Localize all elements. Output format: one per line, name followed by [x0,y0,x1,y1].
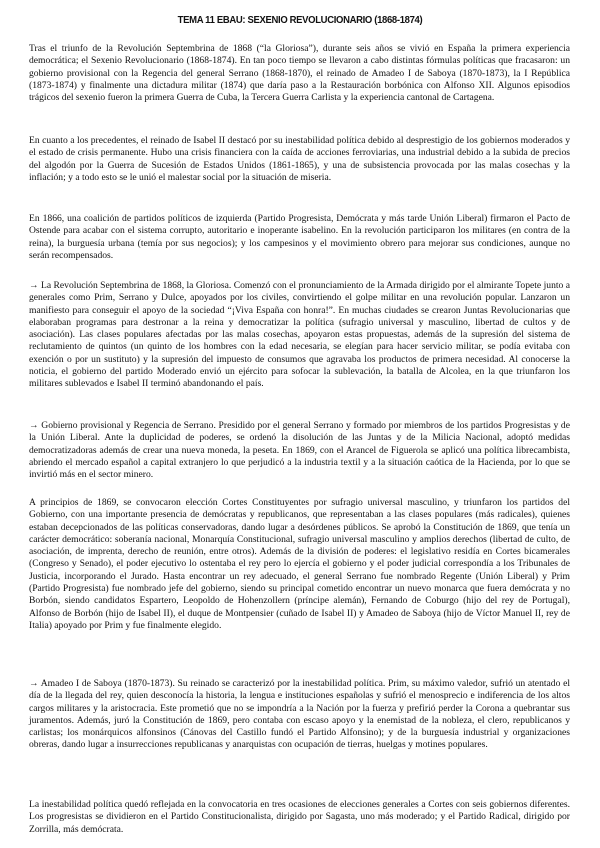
paragraph-revolucion-septembrina: → La Revolución Septembrina de 1868, la Gloriosa. Comenzó con el pronunciamiento de la Armada dirigido por el almirante Topete junto a generales como Prim, Serrano y Dulce, apoyados por los civiles, convirtiendo el golpe militar en una revolución popular. Lanzaron un manifiesto para conseguir el apoyo de la sociedad “¡Viva España con honra!”. En muchas ciudades se crearon Juntas Revolucionarias que elaboraban programas para destronar a la reina y democratizar la política (sufragio universal y masculino, libertad de cultos y de asociación). Las clases populares afectadas por las malas cosechas, apoyaron estas propuestas, además de la supresión del sistema de reclutamiento de quintos (un quinto de los hombres con la edad necesaria, se elegían para hacer servicio militar, se podía evitaba con exención o por un sustituto) y la supresión del impuesto de consumos que agravaba los productos de primera necesidad. Al conocerse la noticia, el gobierno del partido Moderado envió un ejército para sofocar la sublevación, la batalla de Alcolea, en la que triunfaron los militares sublevados e Isabel II terminó abandonando el país. [29,280,570,390]
paragraph-amadeo-saboya: → Amadeo I de Saboya (1870-1873). Su reinado se caracterizó por la inestabilidad política. Prim, su máximo valedor, sufrió un atentado el día de la llegada del rey, quien desconocía la historia, la lengua e instituciones españolas y sufrió el menosprecio e indiferencia de los altos cargos militares y la aristocracia. Este prometió que no se impondría a la Nación por la fuerza y prefirió perder la Corona a quebrantar sus juramentos. Además, juró la Constitución de 1869, pero contaba con escaso apoyo y la enemistad de la nobleza, el clero, republicanos y carlistas; los monárquicos alfonsinos (Cánovas del Castillo fundó el Partido Alfonsino); y de la burguesía industrial y organizaciones obreras, dando lugar a insurrecciones republicanas y anarquistas con ocupación de tierras, huelgas y motines populares. [29,678,570,751]
paragraph-inestabilidad: La inestabilidad política quedó reflejada en la convocatoria en tres ocasiones de elecciones generales a Cortes con seis gobiernos diferentes. Los progresistas se dividieron en el Partido Constitucionalista, dirigido por Sagasta, uno más moderado; y el Partido Radical, dirigido por Zorrilla, más demócrata. [29,799,570,835]
document-title: TEMA 11 EBAU: SEXENIO REVOLUCIONARIO (1868-1874) [177,15,423,26]
paragraph-precedentes: En cuanto a los precedentes, el reinado de Isabel II destacó por su inestabilidad política debido al desprestigio de los gobiernos moderados y el estado de crisis permanente. Hubo una crisis financiera con la caída de acciones ferroviarias, una industrial debido a la subida de precios del algodón por la Guerra de Sucesión de Estados Unidos (1861-1865), y una de subsistencia provocada por las malas cosechas y la inflación; y a todo esto se le unió el malestar social por la situación de miseria. [29,135,570,183]
paragraph-pacto-ostende: En 1866, una coalición de partidos políticos de izquierda (Partido Progresista, Demócrata y más tarde Unión Liberal) firmaron el Pacto de Ostende para acabar con el sistema corrupto, autoritario e inoperante isabelino. En la revolución participaron los militares (en contra de la reina), la burguesía urbana (temía por sus negocios); y los campesinos y el movimiento obrero para mejorar sus condiciones, aunque no serán recompensados. [29,213,570,261]
paragraph-gobierno-provisional: → Gobierno provisional y Regencia de Serrano. Presidido por el general Serrano y formado por miembros de los partidos Progresistas y de la Unión Liberal. Ante la duplicidad de poderes, se ordenó la disolución de las Juntas y de la Milicia Nacional, adoptó medidas democratizadoras además de crear una nueva moneda, la peseta. En 1869, con el Arancel de Figuerola se aplicó una política librecambista, abriendo el mercado español a capital extranjero lo que perjudicó a la industria textil y a la situación caótica de la Hacienda, por lo que se invirtió más en el sector minero. [29,420,570,481]
paragraph-constitucion-1869: A principios de 1869, se convocaron elección Cortes Constituyentes por sufragio universal masculino, y triunfaron los partidos del Gobierno, con una importante presencia de demócratas y republicanos, que representaban a las clases populares (más radicales), quienes estaban decepcionados de las políticas conservadoras, dando lugar a desórdenes públicos. Se aprobó la Constitución de 1869, que tenía un carácter democrático: soberanía nacional, Monarquía Constitucional, sufragio universal masculino y amplios derechos (libertad de culto, de asociación, de imprenta, derecho de reunión, entre otros). Además de la división de poderes: el legislativo residía en Cortes bicamerales (Congreso y Senado), el poder ejecutivo lo ostentaba el rey pero lo ejercía el gobierno y el poder judicial correspondía a los Tribunales de Justicia, incorporando el Jurado. Hasta encontrar un rey adecuado, el general Serrano fue nombrado Regente (Unión Liberal) y Prim (Partido Progresista) fue nombrado jefe del gobierno, siendo su principal cometido encontrar un nuevo monarca que fuera demócrata y no Borbón, siendo candidatos Espartero, Leopoldo de Hohenzollern (príncipe alemán), Fernando de Coburgo (hijo del rey de Portugal), Alfonso de Borbón (hijo de Isabel II), el duque de Montpensier (cuñado de Isabel II) y Amadeo de Saboya (hijo de Víctor Manuel II, rey de Italia) apoyado por Prim y fue finalmente elegido. [29,497,570,631]
paragraph-introduction: Tras el triunfo de la Revolución Septembrina de 1868 (“la Gloriosa”), durante seis años se vivió en España la primera experiencia democrática; el Sexenio Revolucionario (1868-1874). En tan poco tiempo se llevaron a cabo distintas fórmulas políticas que fracasaron: un gobierno provisional con la Regencia del general Serrano (1868-1870), el reinado de Amadeo I de Saboya (1870-1873), la I República (1873-1874) y finalmente una dictadura militar (1874) que daría paso a la Restauración borbónica con Alfonso XII. Algunos episodios trágicos del sexenio fueron la primera Guerra de Cuba, la Tercera Guerra Carlista y la experiencia cantonal de Cartagena. [29,43,570,104]
